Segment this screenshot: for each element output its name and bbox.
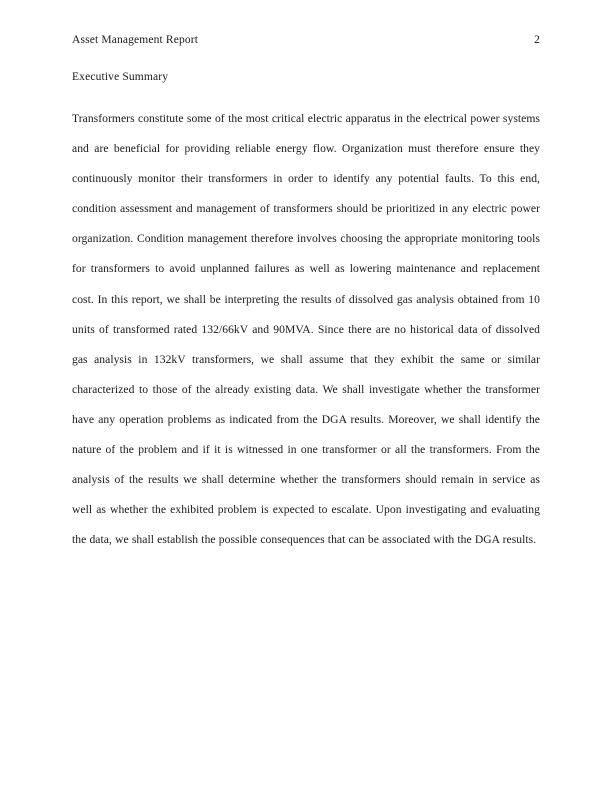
- header-title: Asset Management Report: [72, 34, 199, 46]
- running-header: [72, 34, 540, 48]
- page-number: 2: [534, 34, 540, 46]
- body-text-block: [72, 104, 540, 555]
- section-heading-executive-summary: Executive Summary: [72, 71, 169, 83]
- paragraph-executive-summary: Transformers constitute some of the most critical electric apparatus in the electrical power systems and are beneficial for providing reliable energy flow. Organization must therefore ensure they continuously monitor their transformers in order to identify any potential faults. To this end, condition assessment and management of transformers should be prioritized in any electric power organization. Condition management therefore involves choosing the appropriate monitoring tools for transformers to avoid unplanned failures as well as lowering maintenance and replacement cost. In this report, we shall be interpreting the results of dissolved gas analysis obtained from 10 units of transformed rated 132/66kV and 90MVA. Since there are no historical data of dissolved gas analysis in 132kV transformers, we shall assume that they exhibit the same or similar characterized to those of the already existing data. We shall investigate whether the transformer have any operation problems as indicated from the DGA results. Moreover, we shall identify the nature of the problem and if it is witnessed in one transformer or all the transformers. From the analysis of the results we shall determine whether the transformers should remain in service as well as whether the exhibited problem is expected to escalate. Upon investigating and evaluating the data, we shall establish the possible consequences that can be associated with the DGA results.: [72, 112, 540, 547]
